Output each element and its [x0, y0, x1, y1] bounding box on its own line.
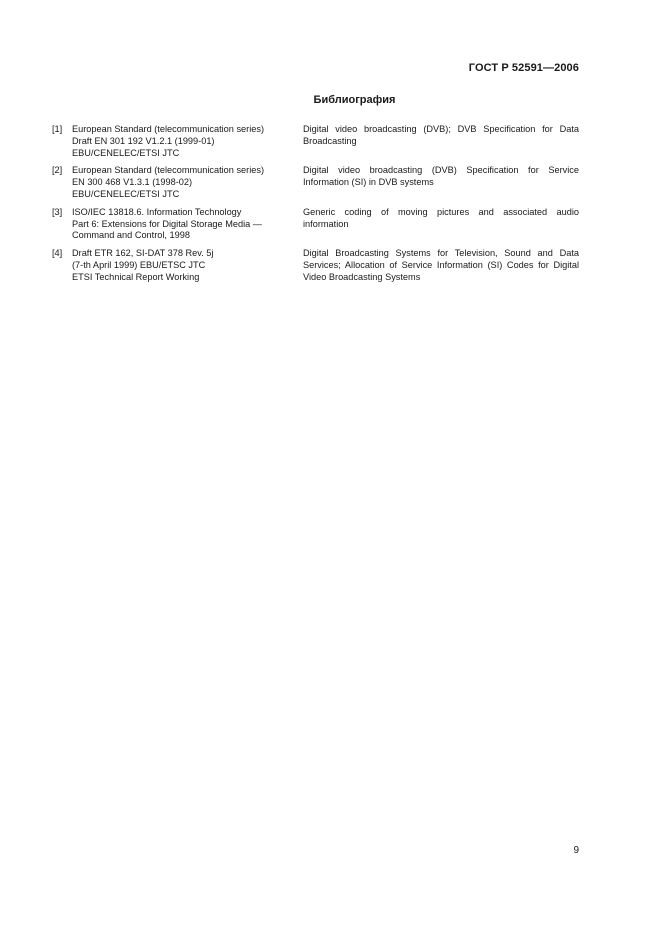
- entry-description: Digital video broadcasting (DVB) Specification for Service Information (SI) in DVB systems: [303, 165, 579, 188]
- bibliography-title: Библиография: [313, 94, 396, 106]
- entry-description: Digital Broadcasting Systems for Television, Sound and Data Services; Allocation of Service Information (SI) Codes for Digital Video Broadcasting Systems: [303, 248, 579, 282]
- entry-number: [2]: [52, 165, 63, 176]
- entry-reference: Draft ETR 162, SI-DAT 378 Rev. 5j (7-th April 1999) EBU/ETSC JTC ETSI Technical Report Working: [72, 248, 214, 282]
- bibliography-entry: [52, 207, 579, 242]
- bibliography-entry: [52, 165, 579, 200]
- entry-number: [1]: [52, 124, 63, 134]
- bibliography-entry: [52, 248, 579, 283]
- bibliography-entry: [52, 124, 579, 159]
- bibliography-list: [52, 124, 579, 290]
- entry-description: Digital video broadcasting (DVB); DVB Specification for Data Broadcasting: [303, 124, 579, 146]
- entry-reference: ISO/IEC 13818.6. Information Technology Part 6: Extensions for Digital Storage Media — Command and Control, 1998: [72, 206, 262, 241]
- document-standard-id: ГОСТ Р 52591—2006: [468, 62, 579, 74]
- entry-number: [4]: [52, 248, 63, 259]
- entry-description: Generic coding of moving pictures and associated audio information: [303, 206, 579, 229]
- entry-number: [3]: [52, 206, 63, 217]
- entry-reference: European Standard (telecommunication series) Draft EN 301 192 V1.2.1 (1999-01) EBU/CENELEC/ETSI JTC: [72, 124, 265, 158]
- entry-reference: European Standard (telecommunication series) EN 300 468 V1.3.1 (1998-02) EBU/CENELEC/ETSI JTC: [72, 165, 265, 199]
- page-number: 9: [573, 845, 579, 856]
